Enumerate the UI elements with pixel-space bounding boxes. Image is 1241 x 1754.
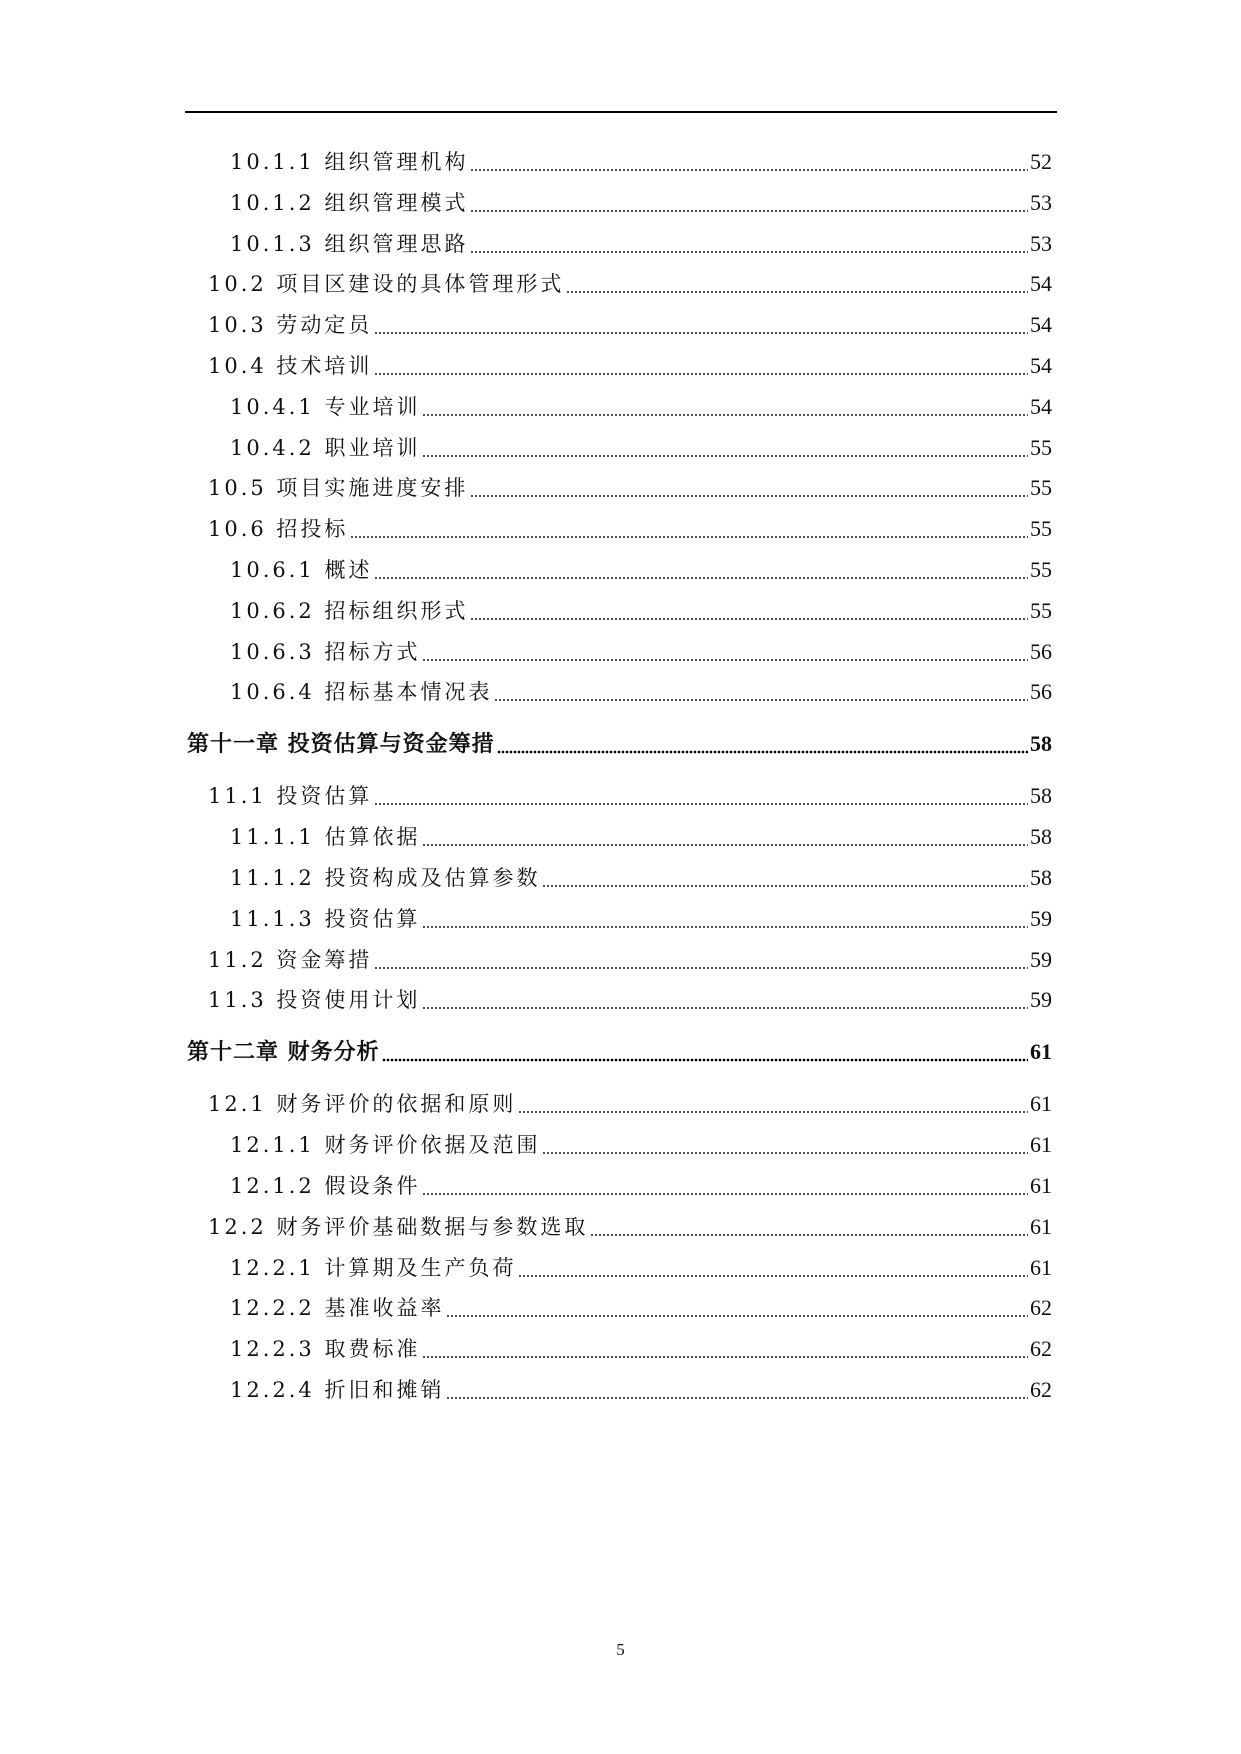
toc-entry-page: 61 bbox=[1030, 1173, 1052, 1198]
toc-entry-title: 10.2 项目区建设的具体管理形式 bbox=[208, 272, 565, 297]
toc-entry-title: 10.1.2 组织管理模式 bbox=[230, 190, 469, 215]
toc-entry[interactable] bbox=[0, 1207, 1241, 1241]
toc-entry-title: 12.1.2 假设条件 bbox=[230, 1174, 421, 1198]
toc-dot-leader bbox=[374, 352, 1028, 376]
toc-entry[interactable] bbox=[0, 1166, 1241, 1200]
toc-entry-page: 56 bbox=[1030, 638, 1052, 664]
toc-entry-page: 52 bbox=[1030, 149, 1052, 174]
toc-dot-leader bbox=[374, 782, 1028, 806]
toc-entry-page: 54 bbox=[1030, 393, 1052, 419]
toc-entry[interactable] bbox=[0, 305, 1241, 339]
toc-entry-title: 10.6.2 招标组织形式 bbox=[230, 598, 469, 623]
toc-entry-title: 10.6 招投标 bbox=[208, 517, 349, 542]
toc-entry-title: 12.2.4 折旧和摊销 bbox=[230, 1378, 445, 1402]
toc-entry-page: 61 bbox=[1030, 1213, 1052, 1239]
toc-entry-title: 11.3 投资使用计划 bbox=[208, 988, 421, 1013]
toc-dot-leader bbox=[374, 311, 1028, 335]
toc-entry[interactable] bbox=[0, 899, 1241, 933]
toc-dot-leader bbox=[566, 270, 1028, 294]
toc-entry[interactable] bbox=[0, 1288, 1241, 1322]
toc-entry-title: 10.3 劳动定员 bbox=[208, 313, 373, 338]
toc-entry[interactable] bbox=[0, 776, 1241, 810]
toc-entry[interactable] bbox=[0, 940, 1241, 974]
toc-dot-leader bbox=[422, 1172, 1028, 1196]
toc-entry-title: 11.2 资金筹措 bbox=[208, 947, 373, 972]
toc-entry[interactable] bbox=[0, 1248, 1241, 1282]
toc-dot-leader bbox=[422, 905, 1028, 929]
toc-dot-leader bbox=[470, 148, 1028, 172]
toc-entry[interactable] bbox=[0, 1125, 1241, 1159]
toc-dot-leader bbox=[350, 515, 1028, 539]
toc-entry-page: 58 bbox=[1030, 865, 1052, 890]
toc-entry-title: 第十二章 财务分析 bbox=[187, 1039, 380, 1066]
toc-entry-page: 58 bbox=[1030, 824, 1052, 850]
toc-entry-title: 10.6.3 招标方式 bbox=[230, 639, 421, 664]
toc-entry[interactable] bbox=[0, 264, 1241, 298]
toc-entry-page: 54 bbox=[1030, 312, 1052, 338]
toc-dot-leader bbox=[494, 678, 1028, 702]
toc-entry-title: 10.5 项目实施进度安排 bbox=[208, 476, 469, 501]
toc-entry[interactable] bbox=[0, 346, 1241, 380]
toc-dot-leader bbox=[422, 393, 1028, 417]
toc-entry-page: 53 bbox=[1030, 230, 1052, 256]
toc-entry-title: 11.1.3 投资估算 bbox=[230, 906, 421, 931]
toc-entry-page: 59 bbox=[1030, 905, 1052, 931]
toc-entry-page: 61 bbox=[1030, 1254, 1052, 1280]
toc-entry-title: 12.2 财务评价基础数据与参数选取 bbox=[208, 1214, 589, 1239]
toc-entry[interactable] bbox=[0, 632, 1241, 666]
page-number: 5 bbox=[616, 1640, 625, 1659]
toc-entry-page: 62 bbox=[1030, 1377, 1052, 1402]
toc-dot-leader bbox=[446, 1294, 1028, 1318]
toc-entry[interactable] bbox=[0, 509, 1241, 543]
toc-entry-title: 10.6.1 概述 bbox=[230, 558, 373, 582]
toc-dot-leader bbox=[470, 189, 1028, 213]
toc-entry-title: 12.2.2 基准收益率 bbox=[230, 1296, 445, 1321]
toc-entry[interactable] bbox=[0, 550, 1241, 584]
toc-dot-leader bbox=[422, 1335, 1028, 1359]
toc-entry-title: 10.1.3 组织管理思路 bbox=[230, 231, 469, 256]
toc-entry[interactable] bbox=[0, 387, 1241, 421]
toc-entry[interactable] bbox=[0, 1329, 1241, 1363]
toc-entry[interactable] bbox=[0, 858, 1241, 892]
toc-entry-page: 61 bbox=[1030, 1132, 1052, 1158]
toc-entry-page: 58 bbox=[1030, 731, 1052, 757]
toc-entry[interactable] bbox=[0, 591, 1241, 625]
toc-entry-title: 10.4.1 专业培训 bbox=[230, 394, 421, 419]
toc-dot-leader bbox=[470, 474, 1028, 498]
toc-entry[interactable] bbox=[0, 1084, 1241, 1118]
toc-entry-title: 第十一章 投资估算与资金筹措 bbox=[187, 731, 495, 758]
toc-entry-page: 56 bbox=[1030, 679, 1052, 705]
toc-entry-title: 12.1 财务评价的依据和原则 bbox=[208, 1092, 517, 1117]
toc-entry-title: 12.2.3 取费标准 bbox=[230, 1337, 421, 1362]
toc-entry[interactable] bbox=[0, 428, 1241, 462]
toc-entry[interactable] bbox=[0, 672, 1241, 706]
toc-dot-leader bbox=[446, 1376, 1028, 1400]
toc-entry-page: 53 bbox=[1030, 189, 1052, 215]
toc-entry-title: 10.6.4 招标基本情况表 bbox=[230, 680, 493, 705]
toc-entry[interactable] bbox=[0, 980, 1241, 1014]
toc-entry-title: 10.1.1 组织管理机构 bbox=[230, 150, 469, 174]
toc-dot-leader bbox=[470, 230, 1028, 254]
toc-chapter-entry[interactable] bbox=[0, 724, 1241, 758]
toc-entry-page: 55 bbox=[1030, 434, 1052, 460]
toc-dot-leader bbox=[542, 864, 1028, 888]
toc-entry-title: 11.1 投资估算 bbox=[208, 784, 373, 809]
toc-dot-leader bbox=[518, 1090, 1028, 1114]
toc-dot-leader bbox=[382, 1038, 1028, 1062]
toc-entry[interactable] bbox=[0, 468, 1241, 502]
toc-entry-page: 62 bbox=[1030, 1295, 1052, 1321]
toc-entry-page: 54 bbox=[1030, 353, 1052, 378]
toc-dot-leader bbox=[470, 597, 1028, 621]
toc-entry-page: 55 bbox=[1030, 597, 1052, 623]
toc-entry-page: 54 bbox=[1030, 271, 1052, 297]
toc-entry-page: 55 bbox=[1030, 475, 1052, 501]
toc-dot-leader bbox=[422, 434, 1028, 458]
toc-dot-leader bbox=[422, 638, 1028, 662]
toc-dot-leader bbox=[590, 1213, 1028, 1237]
toc-entry-title: 10.4 技术培训 bbox=[208, 354, 373, 378]
toc-entry[interactable] bbox=[0, 1370, 1241, 1404]
toc-dot-leader bbox=[422, 986, 1028, 1010]
toc-entry-page: 55 bbox=[1030, 516, 1052, 542]
toc-entry-page: 59 bbox=[1030, 946, 1052, 972]
toc-dot-leader bbox=[374, 946, 1028, 970]
toc-entry-title: 12.1.1 财务评价依据及范围 bbox=[230, 1133, 541, 1158]
toc-entry-page: 61 bbox=[1030, 1039, 1052, 1065]
toc-entry-title: 12.2.1 计算期及生产负荷 bbox=[230, 1255, 517, 1280]
toc-entry[interactable] bbox=[0, 183, 1241, 217]
toc-entry[interactable] bbox=[0, 142, 1241, 176]
toc-entry-page: 58 bbox=[1030, 783, 1052, 809]
toc-chapter-entry[interactable] bbox=[0, 1032, 1241, 1066]
toc-entry-title: 10.4.2 职业培训 bbox=[230, 435, 421, 460]
toc-dot-leader bbox=[374, 556, 1028, 580]
toc-entry[interactable] bbox=[0, 224, 1241, 258]
toc-entry-title: 11.1.2 投资构成及估算参数 bbox=[230, 866, 541, 890]
toc-entry-page: 59 bbox=[1030, 987, 1052, 1013]
toc-dot-leader bbox=[542, 1131, 1028, 1155]
toc-entry-page: 61 bbox=[1030, 1091, 1052, 1117]
toc-entry-page: 55 bbox=[1030, 557, 1052, 582]
toc-entry-page: 62 bbox=[1030, 1336, 1052, 1362]
toc-dot-leader bbox=[497, 730, 1028, 754]
toc-dot-leader bbox=[518, 1254, 1028, 1278]
toc-entry-title: 11.1.1 估算依据 bbox=[230, 825, 421, 850]
toc-entry[interactable] bbox=[0, 817, 1241, 851]
toc-dot-leader bbox=[422, 823, 1028, 847]
